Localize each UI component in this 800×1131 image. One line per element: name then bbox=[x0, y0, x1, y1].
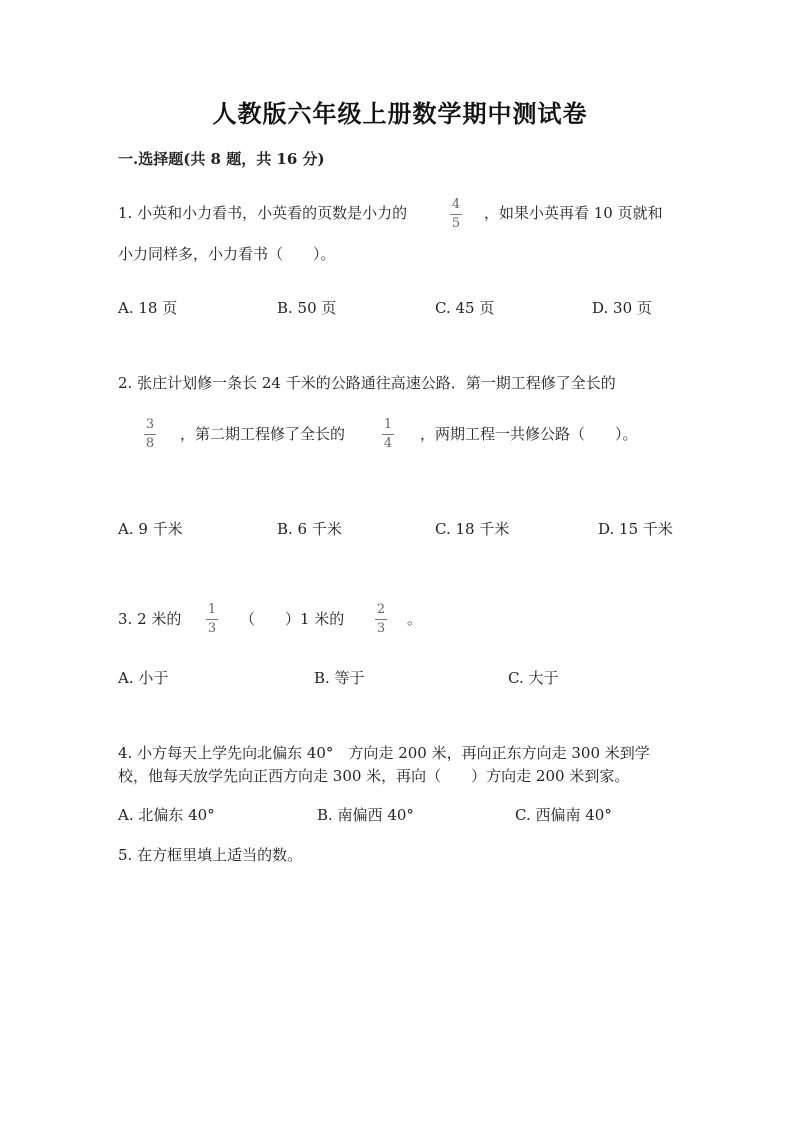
q1-option-d[interactable]: D. 30 页 bbox=[592, 299, 652, 317]
q2-fraction-2 bbox=[382, 418, 394, 451]
q3-text-b: （ ）1 米的 bbox=[240, 610, 345, 628]
q3-text-c: 。 bbox=[407, 610, 423, 628]
q3-fraction-2-denominator: 3 bbox=[376, 621, 386, 636]
q2-line2-mid: ，第二期工程修了全长的 bbox=[180, 425, 346, 443]
q3-option-b[interactable]: B. 等于 bbox=[314, 669, 365, 687]
q2-fraction-2-numerator: 1 bbox=[383, 417, 393, 432]
q3-fraction-1-denominator: 3 bbox=[207, 621, 217, 636]
q2-option-d[interactable]: D. 15 千米 bbox=[598, 520, 673, 538]
q1-line1-end: ，如果小英再看 10 页就和 bbox=[484, 204, 663, 222]
q1-fraction-denominator: 5 bbox=[451, 216, 461, 231]
q2-option-b[interactable]: B. 6 千米 bbox=[277, 520, 342, 538]
q1-option-c[interactable]: C. 45 页 bbox=[435, 299, 495, 317]
fraction-bar bbox=[144, 434, 156, 435]
q1-fraction bbox=[450, 198, 462, 231]
q3-fraction-1-numerator: 1 bbox=[207, 602, 217, 617]
q1-line2: 小力同样多，小力看书（ ）。 bbox=[118, 245, 336, 263]
q1-option-b[interactable]: B. 50 页 bbox=[277, 299, 337, 317]
page-title: 人教版六年级上册数学期中测试卷 bbox=[212, 99, 588, 128]
q2-fraction-1-numerator: 3 bbox=[145, 417, 155, 432]
fraction-bar bbox=[206, 619, 218, 620]
fraction-bar bbox=[450, 214, 462, 215]
q4-line1: 4. 小方每天上学先向北偏东 40° 方向走 200 米，再向正东方向走 300 米到学 bbox=[118, 744, 650, 762]
q2-option-c[interactable]: C. 18 千米 bbox=[435, 520, 510, 538]
q3-fraction-2-numerator: 2 bbox=[376, 602, 386, 617]
section-heading: 一.选择题(共 8 题，共 16 分) bbox=[118, 150, 325, 168]
q1-option-a[interactable]: A. 18 页 bbox=[118, 299, 178, 317]
q5-line1: 5. 在方框里填上适当的数。 bbox=[118, 846, 303, 864]
q4-option-c[interactable]: C. 西偏南 40° bbox=[515, 806, 612, 824]
q3-text-a: 3. 2 米的 bbox=[118, 610, 182, 628]
q2-fraction-2-denominator: 4 bbox=[383, 436, 393, 451]
fraction-bar bbox=[382, 434, 394, 435]
fraction-bar bbox=[375, 619, 387, 620]
q2-line1: 2. 张庄计划修一条长 24 千米的公路通往高速公路．第一期工程修了全长的 bbox=[118, 374, 616, 392]
q4-option-a[interactable]: A. 北偏东 40° bbox=[118, 806, 215, 824]
q2-fraction-1-denominator: 8 bbox=[145, 436, 155, 451]
q1-fraction-numerator: 4 bbox=[451, 197, 461, 212]
q4-line2: 校，他每天放学先向正西方向走 300 米，再向（ ）方向走 200 米到家。 bbox=[118, 767, 630, 785]
q2-option-a[interactable]: A. 9 千米 bbox=[118, 520, 183, 538]
q3-fraction-1 bbox=[206, 603, 218, 636]
q3-option-c[interactable]: C. 大于 bbox=[508, 669, 559, 687]
q4-option-b[interactable]: B. 南偏西 40° bbox=[317, 806, 414, 824]
q3-fraction-2 bbox=[375, 603, 387, 636]
q1-line1-start: 1. 小英和小力看书，小英看的页数是小力的 bbox=[118, 204, 408, 222]
q2-fraction-1 bbox=[144, 418, 156, 451]
q2-line2-end: ，两期工程一共修公路（ ）。 bbox=[420, 425, 638, 443]
q3-option-a[interactable]: A. 小于 bbox=[118, 669, 169, 687]
